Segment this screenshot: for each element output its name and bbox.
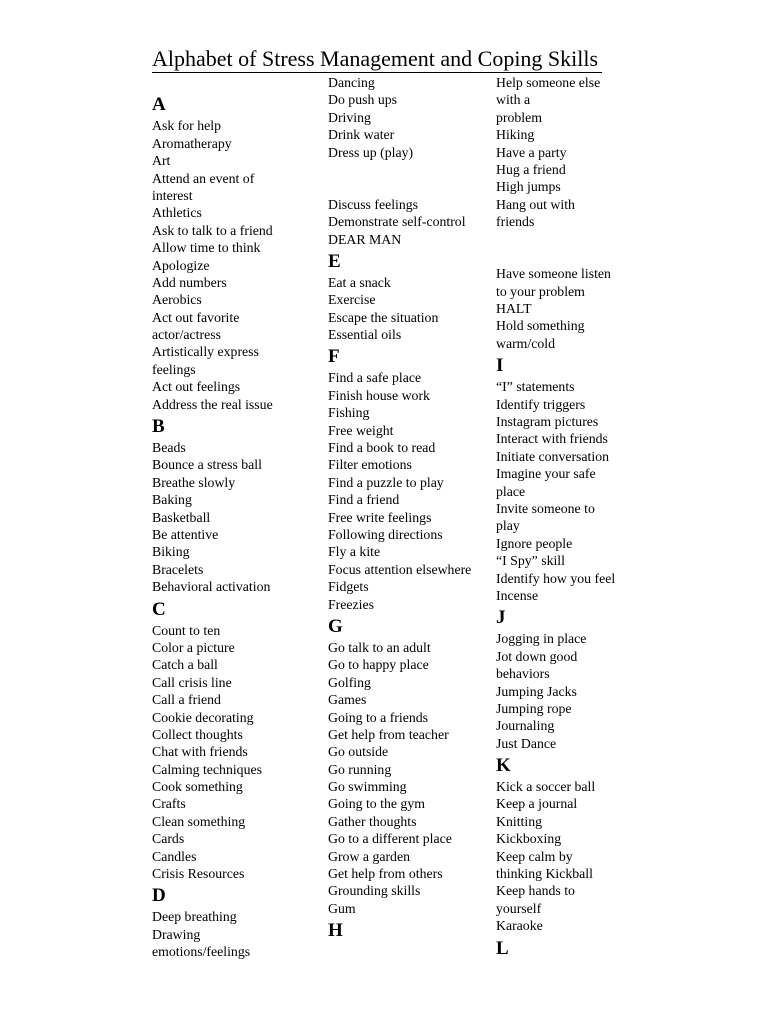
- section-letter: A: [152, 94, 166, 116]
- list-item: Hug a friend: [496, 161, 566, 177]
- list-item: Baking: [152, 492, 192, 508]
- column-3: [496, 74, 636, 961]
- list-item: “I” statements: [496, 379, 575, 395]
- list-item: Find a puzzle to play: [328, 474, 444, 490]
- list-item: friends: [496, 214, 535, 230]
- list-item: Kickboxing: [496, 831, 562, 847]
- list-item: Fidgets: [328, 579, 369, 595]
- list-item: Jumping Jacks: [496, 683, 577, 699]
- list-item: play: [496, 518, 520, 534]
- list-item: Escape the situation: [328, 309, 439, 325]
- list-item: Address the real issue: [152, 396, 273, 412]
- list-item: Focus attention elsewhere: [328, 561, 472, 577]
- section-letter: B: [152, 416, 165, 438]
- list-item: Drawing: [152, 926, 201, 942]
- list-item: Get help from teacher: [328, 726, 449, 742]
- list-item: Beads: [152, 440, 186, 456]
- list-item: Be attentive: [152, 526, 219, 542]
- list-item: Going to a friends: [328, 709, 429, 725]
- list-item: Jot down good: [496, 648, 578, 664]
- list-item: Bounce a stress ball: [152, 457, 262, 473]
- list-item: Aromatherapy: [152, 135, 232, 151]
- list-item: Help someone else: [496, 75, 601, 90]
- section-letter: C: [152, 598, 166, 620]
- list-item: Calming techniques: [152, 761, 262, 777]
- list-item: Count to ten: [152, 622, 221, 638]
- list-item: Following directions: [328, 526, 443, 542]
- list-item: Act out favorite: [152, 309, 240, 325]
- list-item: Call crisis line: [152, 674, 232, 690]
- list-item: feelings: [152, 361, 196, 377]
- list-item: Artistically express: [152, 344, 259, 360]
- list-item: Free write feelings: [328, 509, 432, 525]
- list-item: Have someone listen: [496, 266, 611, 282]
- list-item: Apologize: [152, 257, 210, 273]
- list-item: Essential oils: [328, 327, 402, 343]
- list-item: Fly a kite: [328, 544, 381, 560]
- list-item: Eat a snack: [328, 274, 391, 290]
- list-item: problem: [496, 109, 542, 125]
- list-item: Art: [152, 153, 171, 169]
- list-item: Fishing: [328, 405, 370, 421]
- list-item: Going to the gym: [328, 796, 425, 812]
- list-item: Knitting: [496, 813, 542, 829]
- list-item: Freezies: [328, 596, 374, 612]
- list-item: Finish house work: [328, 387, 430, 403]
- column-1: [152, 74, 320, 961]
- list-item: Games: [328, 692, 367, 708]
- list-item: Allow time to think: [152, 240, 261, 256]
- list-item: Hiking: [496, 127, 535, 143]
- list-item: HALT: [496, 301, 532, 317]
- list-item: Dancing: [328, 75, 375, 90]
- spacer: [152, 74, 320, 91]
- list-item: Ask to talk to a friend: [152, 222, 273, 238]
- list-item: warm/cold: [496, 335, 556, 351]
- list-item: Kick a soccer ball: [496, 779, 596, 795]
- list-item: Basketball: [152, 509, 211, 525]
- list-item: Go swimming: [328, 779, 407, 795]
- spacer: [328, 161, 488, 178]
- section-letter: L: [496, 937, 509, 959]
- list-item: High jumps: [496, 179, 561, 195]
- list-item: yourself: [496, 900, 542, 916]
- list-item: Initiate conversation: [496, 448, 610, 464]
- list-item: Dress up (play): [328, 144, 414, 160]
- section-letter: K: [496, 755, 511, 777]
- list-item: Attend an event of: [152, 170, 255, 186]
- list-item: Cook something: [152, 779, 243, 795]
- list-item: Clean something: [152, 813, 246, 829]
- list-item: Just Dance: [496, 735, 557, 751]
- list-item: Crafts: [152, 796, 186, 812]
- list-item: with a: [496, 92, 531, 108]
- section-letter: J: [496, 607, 506, 629]
- list-item: interest: [152, 187, 193, 203]
- list-item: behaviors: [496, 666, 550, 682]
- list-item: Jumping rope: [496, 700, 572, 716]
- list-item: Get help from others: [328, 866, 443, 882]
- list-item: Identify triggers: [496, 396, 586, 412]
- column-2: [328, 74, 488, 943]
- list-item: Driving: [328, 109, 371, 125]
- section-letter: D: [152, 885, 166, 907]
- list-item: Keep calm by: [496, 848, 573, 864]
- list-item: Find a safe place: [328, 370, 422, 386]
- list-item: to your problem: [496, 283, 585, 299]
- list-item: place: [496, 483, 526, 499]
- list-item: Chat with friends: [152, 744, 248, 760]
- list-item: Go talk to an adult: [328, 639, 431, 655]
- list-item: Go outside: [328, 744, 389, 760]
- list-item: Call a friend: [152, 692, 221, 708]
- list-item: Add numbers: [152, 274, 227, 290]
- list-item: Instagram pictures: [496, 414, 599, 430]
- page-title: Alphabet of Stress Management and Coping Skills: [152, 46, 602, 73]
- list-item: Ignore people: [496, 535, 573, 551]
- list-item: Gum: [328, 900, 356, 916]
- list-item: actor/actress: [152, 327, 221, 343]
- list-item: Aerobics: [152, 292, 202, 308]
- list-item: Crisis Resources: [152, 866, 245, 882]
- list-item: Ask for help: [152, 118, 221, 134]
- list-item: Invite someone to: [496, 500, 595, 516]
- list-item: Color a picture: [152, 639, 235, 655]
- list-item: Cards: [152, 831, 185, 847]
- section-letter: I: [496, 355, 504, 377]
- list-item: Imagine your safe: [496, 466, 596, 482]
- list-item: Keep a journal: [496, 796, 578, 812]
- list-item: Deep breathing: [152, 909, 237, 925]
- spacer: [328, 178, 488, 195]
- list-item: Catch a ball: [152, 657, 218, 673]
- list-item: Bracelets: [152, 561, 204, 577]
- list-item: Drink water: [328, 127, 395, 143]
- list-item: emotions/feelings: [152, 944, 251, 960]
- list-item: Incense: [496, 587, 539, 603]
- list-item: Cookie decorating: [152, 709, 254, 725]
- list-item: Go to a different place: [328, 831, 452, 847]
- section-letter: F: [328, 346, 340, 368]
- list-item: Demonstrate self-control: [328, 214, 466, 230]
- list-item: “I Spy” skill: [496, 553, 565, 569]
- list-item: Breathe slowly: [152, 474, 236, 490]
- list-item: Do push ups: [328, 92, 397, 108]
- list-item: Candles: [152, 848, 197, 864]
- list-item: Have a party: [496, 144, 567, 160]
- list-item: Grounding skills: [328, 883, 421, 899]
- list-item: Athletics: [152, 205, 202, 221]
- list-item: Find a friend: [328, 492, 400, 508]
- list-item: Discuss feelings: [328, 196, 419, 212]
- list-item: Behavioral activation: [152, 579, 271, 595]
- list-item: Filter emotions: [328, 457, 412, 473]
- list-item: Find a book to read: [328, 440, 436, 456]
- list-item: DEAR MAN: [328, 231, 402, 247]
- list-item: Go running: [328, 761, 392, 777]
- list-item: Gather thoughts: [328, 813, 417, 829]
- section-letter: G: [328, 615, 343, 637]
- spacer: [496, 231, 636, 248]
- list-item: Act out feelings: [152, 379, 241, 395]
- list-item: Grow a garden: [328, 848, 410, 864]
- list-item: Collect thoughts: [152, 726, 243, 742]
- list-item: Hang out with: [496, 196, 575, 212]
- list-item: Hold something: [496, 318, 585, 334]
- list-item: Jogging in place: [496, 631, 587, 647]
- list-item: Journaling: [496, 718, 555, 734]
- section-letter: E: [328, 250, 341, 272]
- list-item: Biking: [152, 544, 190, 560]
- list-item: Exercise: [328, 292, 376, 308]
- list-item: Golfing: [328, 674, 371, 690]
- list-item: Keep hands to: [496, 883, 575, 899]
- list-item: Karaoke: [496, 918, 543, 934]
- list-item: thinking Kickball: [496, 866, 593, 882]
- section-letter: H: [328, 920, 343, 942]
- spacer: [496, 248, 636, 265]
- list-item: Free weight: [328, 422, 394, 438]
- list-item: Identify how you feel: [496, 570, 616, 586]
- list-item: Go to happy place: [328, 657, 429, 673]
- list-item: Interact with friends: [496, 431, 608, 447]
